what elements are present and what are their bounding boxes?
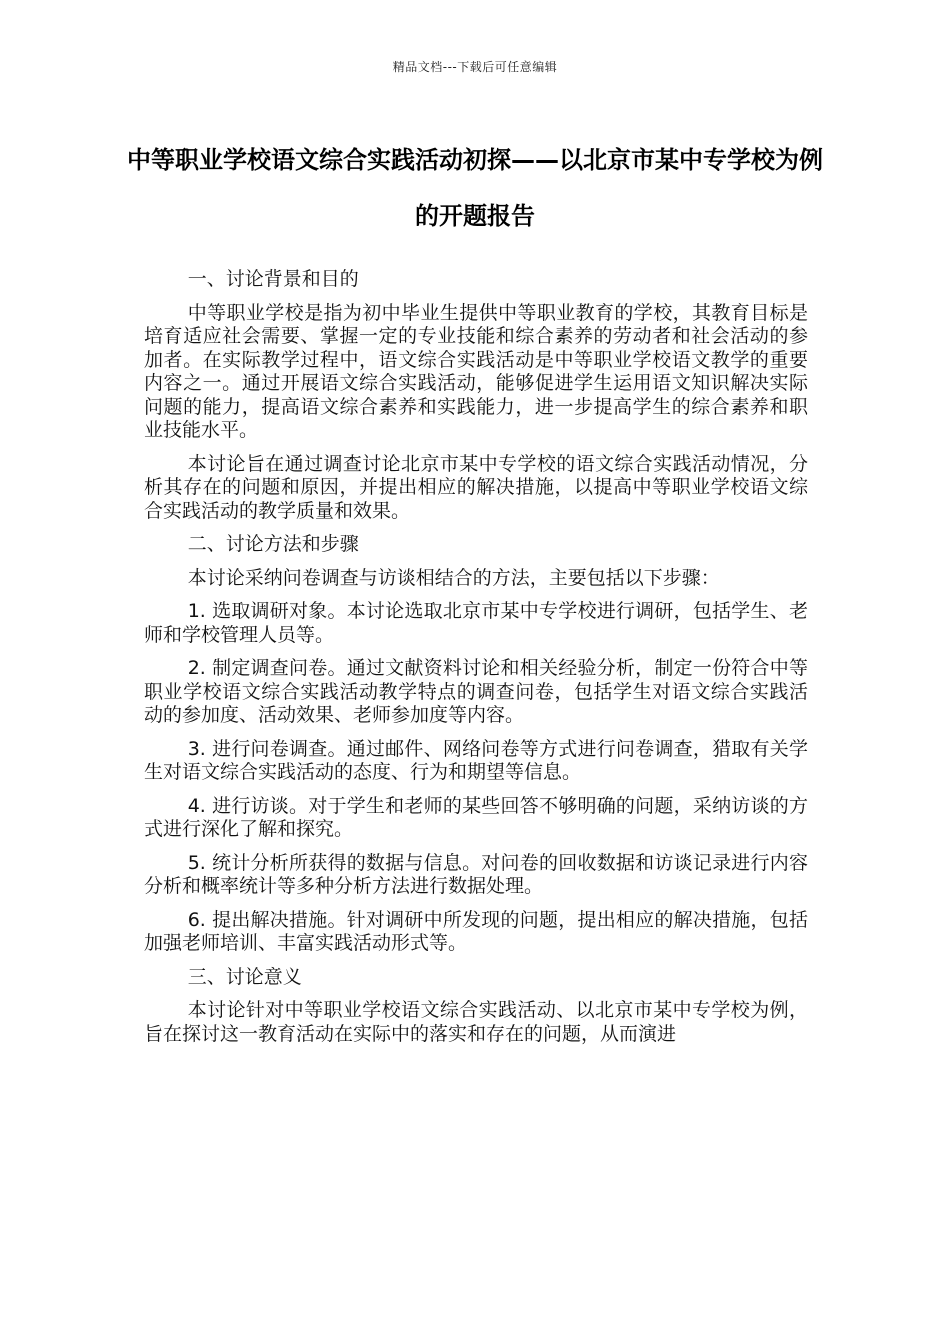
method-step-6: 6. 提出解决措施。针对调研中所发现的问题，提出相应的解决措施，包括加强老师培训、丰富实践活动形式等。 (144, 908, 808, 954)
paragraph-methods-intro: 本讨论采纳问卷调查与访谈相结合的方法，主要包括以下步骤： (187, 566, 720, 589)
section-heading-significance: 三、讨论意义 (187, 965, 302, 988)
method-step-4: 4. 进行访谈。对于学生和老师的某些回答不够明确的问题，采纳访谈的方式进行深化了解和探究。 (144, 794, 808, 840)
paragraph-background-2: 本讨论旨在通过调查讨论北京市某中专学校的语文综合实践活动情况，分析其存在的问题和原因，并提出相应的解决措施，以提高中等职业学校语文综合实践活动的教学质量和效果。 (144, 452, 808, 522)
document-title: 中等职业学校语文综合实践活动初探——以北京市某中专学校为例的开题报告 (127, 146, 823, 230)
document-body (144, 268, 808, 1056)
method-step-2: 2. 制定调查问卷。通过文献资料讨论和相关经验分析，制定一份符合中等职业学校语文综合实践活动教学特点的调查问卷，包括学生对语文综合实践活动的参加度、活动效果、老师参加度等内容。 (144, 657, 808, 726)
paragraph-background-1: 中等职业学校是指为初中毕业生提供中等职业教育的学校，其教育目标是培育适应社会需要、掌握一定的专业技能和综合素养的劳动者和社会活动的参加者。在实际教学过程中，语文综合实践活动是中等职业学校语文教学的重要内容之一。通过开展语文综合实践活动，能够促进学生运用语文知识解决实际问题的能力，提高语文综合素养和实践能力，进一步提高学生的综合素养和职业技能水平。 (144, 301, 808, 441)
method-step-5: 5. 统计分析所获得的数据与信息。对问卷的回收数据和访谈记录进行内容分析和概率统计等多种分析方法进行数据处理。 (144, 851, 808, 897)
section-heading-background: 一、讨论背景和目的 (187, 268, 359, 290)
section-heading-methods: 二、讨论方法和步骤 (187, 533, 359, 555)
header-note: 精品文档---下载后可任意编辑 (392, 60, 558, 74)
paragraph-significance-1: 本讨论针对中等职业学校语文综合实践活动、以北京市某中专学校为例，旨在探讨这一教育活动在实际中的落实和存在的问题，从而演进 (144, 999, 808, 1045)
method-step-3: 3. 进行问卷调查。通过邮件、网络问卷等方式进行问卷调查，猎取有关学生对语文综合实践活动的态度、行为和期望等信息。 (144, 737, 808, 783)
method-step-1: 1. 选取调研对象。本讨论选取北京市某中专学校进行调研，包括学生、老师和学校管理人员等。 (144, 600, 808, 646)
